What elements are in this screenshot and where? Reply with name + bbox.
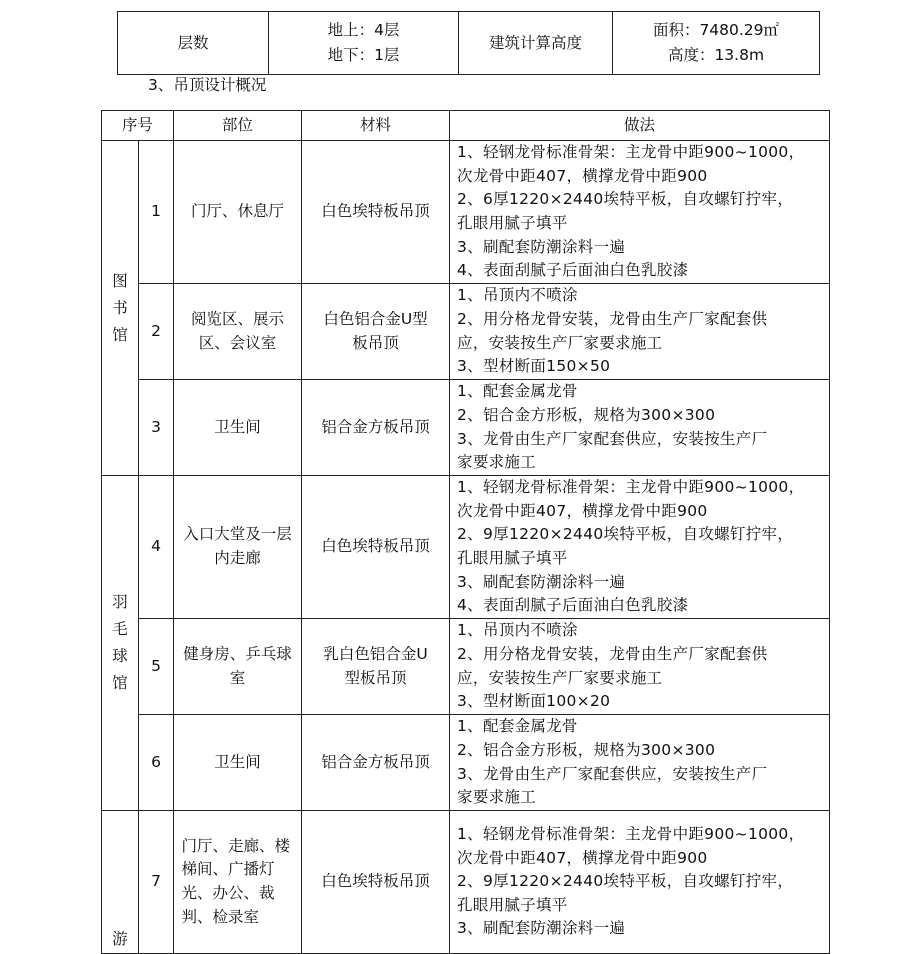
- row-material: 白色埃特板吊顶: [302, 141, 450, 284]
- group-name: 羽毛球馆: [112, 593, 128, 692]
- group-name: 图书馆: [112, 271, 128, 344]
- method-line: 1、轻钢龙骨标准骨架：主龙骨中距900~1000，: [457, 825, 805, 844]
- row-method: [450, 380, 830, 476]
- group-badminton: [102, 476, 139, 811]
- height-label: 建筑计算高度: [459, 12, 613, 75]
- table-row: [102, 476, 830, 619]
- method-line: 1、吊顶内不喷涂: [457, 621, 578, 640]
- table-row: [102, 141, 830, 284]
- row-part: 卫生间: [174, 380, 302, 476]
- table-row: [102, 380, 830, 476]
- row-part: 门厅、走廊、楼梯间、广播灯光、办公、裁判、检录室: [174, 811, 302, 954]
- method-line: 应，安装按生产厂家要求施工: [457, 333, 663, 352]
- method-line: 1、吊顶内不喷涂: [457, 286, 578, 305]
- method-line: 1、配套金属龙骨: [457, 717, 578, 736]
- area-height-cell: [613, 12, 820, 75]
- table-row: [102, 811, 830, 954]
- method-line: 应，安装按生产厂家要求施工: [457, 668, 663, 687]
- method-line: 次龙骨中距407，横撑龙骨中距900: [457, 166, 708, 185]
- header-material: 材料: [302, 111, 450, 141]
- method-line: 1、配套金属龙骨: [457, 382, 578, 401]
- method-line: 3、型材断面150×50: [457, 357, 611, 376]
- header-method: 做法: [450, 111, 830, 141]
- method-line: 2、9厚1220×2440埃特平板，自攻螺钉拧牢，: [457, 525, 794, 544]
- header-part: 部位: [174, 111, 302, 141]
- method-line: 2、用分格龙骨安装，龙骨由生产厂家配套供: [457, 309, 768, 328]
- floors-above: 地上：4层: [327, 21, 400, 39]
- method-line: 4、表面刮腻子后面油白色乳胶漆: [457, 261, 689, 280]
- method-line: 2、9厚1220×2440埃特平板，自攻螺钉拧牢，: [457, 872, 794, 891]
- method-line: 3、刷配套防潮涂料一遍: [457, 572, 626, 591]
- table-header-row: [102, 111, 830, 141]
- row-material: 白色埃特板吊顶: [302, 811, 450, 954]
- method-line: 3、型材断面100×20: [457, 692, 611, 711]
- floors-row: [118, 12, 820, 75]
- row-part: 阅览区、展示区、会议室: [174, 284, 302, 380]
- header-no: 序号: [102, 111, 174, 141]
- method-line: 孔眼用腻子填平: [457, 214, 568, 232]
- height-value: 高度：13.8m: [667, 46, 765, 64]
- row-part: 卫生间: [174, 715, 302, 811]
- method-line: 2、6厚1220×2440埃特平板，自攻螺钉拧牢，: [457, 190, 794, 209]
- row-part: 入口大堂及一层内走廊: [174, 476, 302, 619]
- method-line: 3、龙骨由生产厂家配套供应，安装按生产厂: [457, 429, 768, 448]
- row-method: [450, 284, 830, 380]
- floors-value-cell: [269, 12, 459, 75]
- method-line: 次龙骨中距407，横撑龙骨中距900: [457, 848, 708, 867]
- group-library: [102, 141, 139, 476]
- floors-label: 层数: [118, 12, 269, 75]
- table-row: [102, 715, 830, 811]
- section-heading: 3、吊顶设计概况: [148, 76, 267, 94]
- building-info-table: [117, 11, 820, 75]
- row-method: [450, 141, 830, 284]
- method-line: 3、刷配套防潮涂料一遍: [457, 237, 626, 256]
- method-line: 2、铝合金方形板，规格为300×300: [457, 740, 716, 759]
- row-no: 2: [139, 284, 174, 380]
- row-no: 6: [139, 715, 174, 811]
- row-no: 7: [139, 811, 174, 954]
- area-value: 面积：7480.29㎡: [652, 21, 780, 39]
- table-row: [102, 284, 830, 380]
- method-line: 次龙骨中距407，横撑龙骨中距900: [457, 501, 708, 520]
- method-line: 2、用分格龙骨安装，龙骨由生产厂家配套供: [457, 644, 768, 663]
- method-line: 2、铝合金方形板，规格为300×300: [457, 405, 716, 424]
- row-no: 3: [139, 380, 174, 476]
- group-name: 游: [112, 930, 128, 948]
- row-method: [450, 476, 830, 619]
- row-no: 1: [139, 141, 174, 284]
- method-line: 1、轻钢龙骨标准骨架：主龙骨中距900~1000，: [457, 478, 805, 497]
- method-line: 孔眼用腻子填平: [457, 895, 568, 914]
- method-line: 孔眼用腻子填平: [457, 549, 568, 567]
- row-material: 铝合金方板吊顶: [302, 380, 450, 476]
- row-part: 健身房、乒乓球室: [174, 619, 302, 715]
- table-row: [102, 619, 830, 715]
- row-material: 乳白色铝合金U型板吊顶: [302, 619, 450, 715]
- floors-below: 地下：1层: [327, 46, 400, 64]
- method-line: 1、轻钢龙骨标准骨架：主龙骨中距900~1000，: [457, 143, 805, 162]
- method-line: 4、表面刮腻子后面油白色乳胶漆: [457, 596, 689, 615]
- row-no: 5: [139, 619, 174, 715]
- row-part: 门厅、休息厅: [174, 141, 302, 284]
- group-swimming: [102, 811, 139, 954]
- method-line: 3、龙骨由生产厂家配套供应，安装按生产厂: [457, 764, 768, 783]
- row-method: [450, 619, 830, 715]
- method-line: 家要求施工: [457, 788, 537, 807]
- row-material: 铝合金方板吊顶: [302, 715, 450, 811]
- row-method: [450, 715, 830, 811]
- method-line: 3、刷配套防潮涂料一遍: [457, 919, 626, 938]
- row-no: 4: [139, 476, 174, 619]
- row-method: [450, 811, 830, 954]
- row-material: 白色埃特板吊顶: [302, 476, 450, 619]
- ceiling-design-table: [101, 110, 830, 954]
- method-line: 家要求施工: [457, 453, 537, 472]
- row-material: 白色铝合金U型板吊顶: [302, 284, 450, 380]
